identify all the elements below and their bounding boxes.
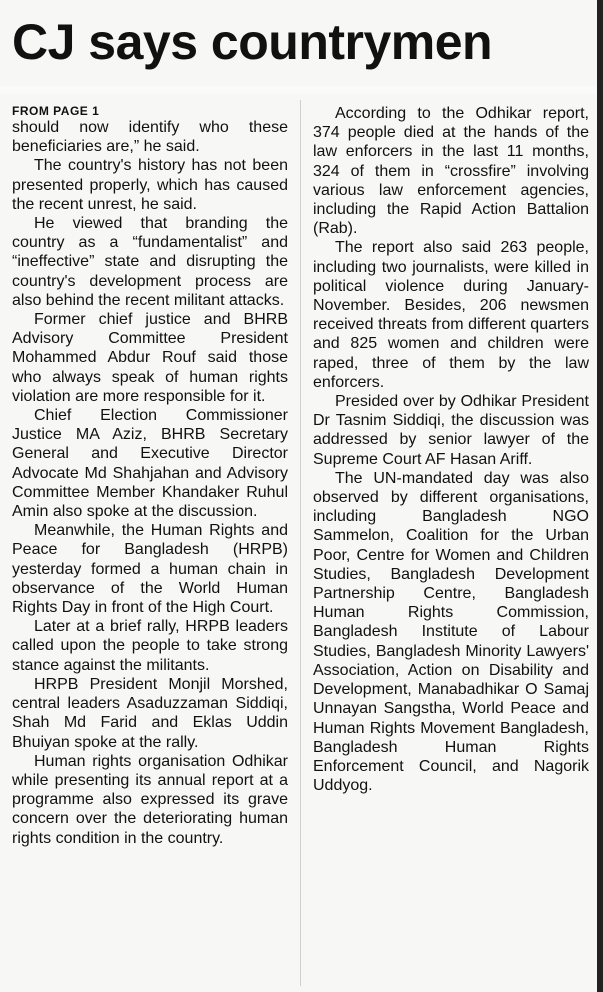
paragraph: Human rights organisation Odhikar while presenting its annual report at a programme also expressed its grave concern over the deteriorating human rights condition in the country. xyxy=(12,752,288,847)
paragraph: Chief Election Commissioner Justice MA Aziz, BHRB Secretary General and Executive Director Advocate Md Shahjahan and Advisory Committee Member Khandaker Ruhul Amin also spoke at the discussion. xyxy=(12,407,288,521)
page-edge xyxy=(597,0,603,992)
headline: CJ says countrymen xyxy=(12,14,493,70)
jump-label: FROM PAGE 1 xyxy=(12,104,100,118)
left-column xyxy=(12,104,288,848)
paragraph: The report also said 263 people, including two journalists, were killed in political violence during January-November. Besides, 206 newsmen received threats from different quarters and 825 women and children were raped, three of them by the law enforcers. xyxy=(313,239,589,391)
headline-rule xyxy=(0,86,603,94)
paragraph: He viewed that branding the country as a “fundamentalist” and “ineffective” state and disrupting the country's development process are also behind the recent militant attacks. xyxy=(12,215,288,309)
right-column xyxy=(313,104,589,795)
paragraph: The UN-mandated day was also observed by different organisations, including Bangladesh NGO Sammelon, Coalition for the Urban Poor, Centre for Women and Children Studies, Bangladesh Development Partnership Centre, Bangladesh Human Rights Commission, Bangladesh Institute of Labour Studies, Bangladesh Minority Lawyers' Association, Action on Disability and Development, Manabadhikar O Samaj Unnayan Sangstha, World Peace and Human Rights Movement Bangladesh, Bangladesh Human Rights Enforcement Council, and Nagorik Uddyog. xyxy=(313,469,589,795)
column-divider xyxy=(300,100,301,986)
paragraph: Meanwhile, the Human Rights and Peace for Bangladesh (HRPB) yesterday formed a human chain in observance of the World Human Rights Day in front of the High Court. xyxy=(12,522,288,617)
paragraph: Later at a brief rally, HRPB leaders called upon the people to take strong stance against the militants. xyxy=(12,618,288,674)
paragraph: The country's history has not been presented properly, which has caused the recent unrest, he said. xyxy=(12,157,288,213)
paragraph: Presided over by Odhikar President Dr Tasnim Siddiqi, the discussion was addressed by senior lawyer of the Supreme Court AF Hasan Ariff. xyxy=(313,393,589,468)
paragraph: According to the Odhikar report, 374 people died at the hands of the law enforcers in the last 11 months, 324 of them in “crossfire” involving various law enforcement agencies, including the Rapid Action Battalion (Rab). xyxy=(313,105,589,238)
paragraph: should now identify who these beneficiaries are,” he said. xyxy=(12,119,288,156)
paragraph: HRPB President Monjil Morshed, central leaders Asaduzzaman Siddiqi, Shah Md Farid and Eklas Uddin Bhuiyan spoke at the rally. xyxy=(12,675,288,751)
paragraph: Former chief justice and BHRB Advisory Committee President Mohammed Abdur Rouf said those who always speak of human rights violation are more responsible for it. xyxy=(12,311,288,405)
